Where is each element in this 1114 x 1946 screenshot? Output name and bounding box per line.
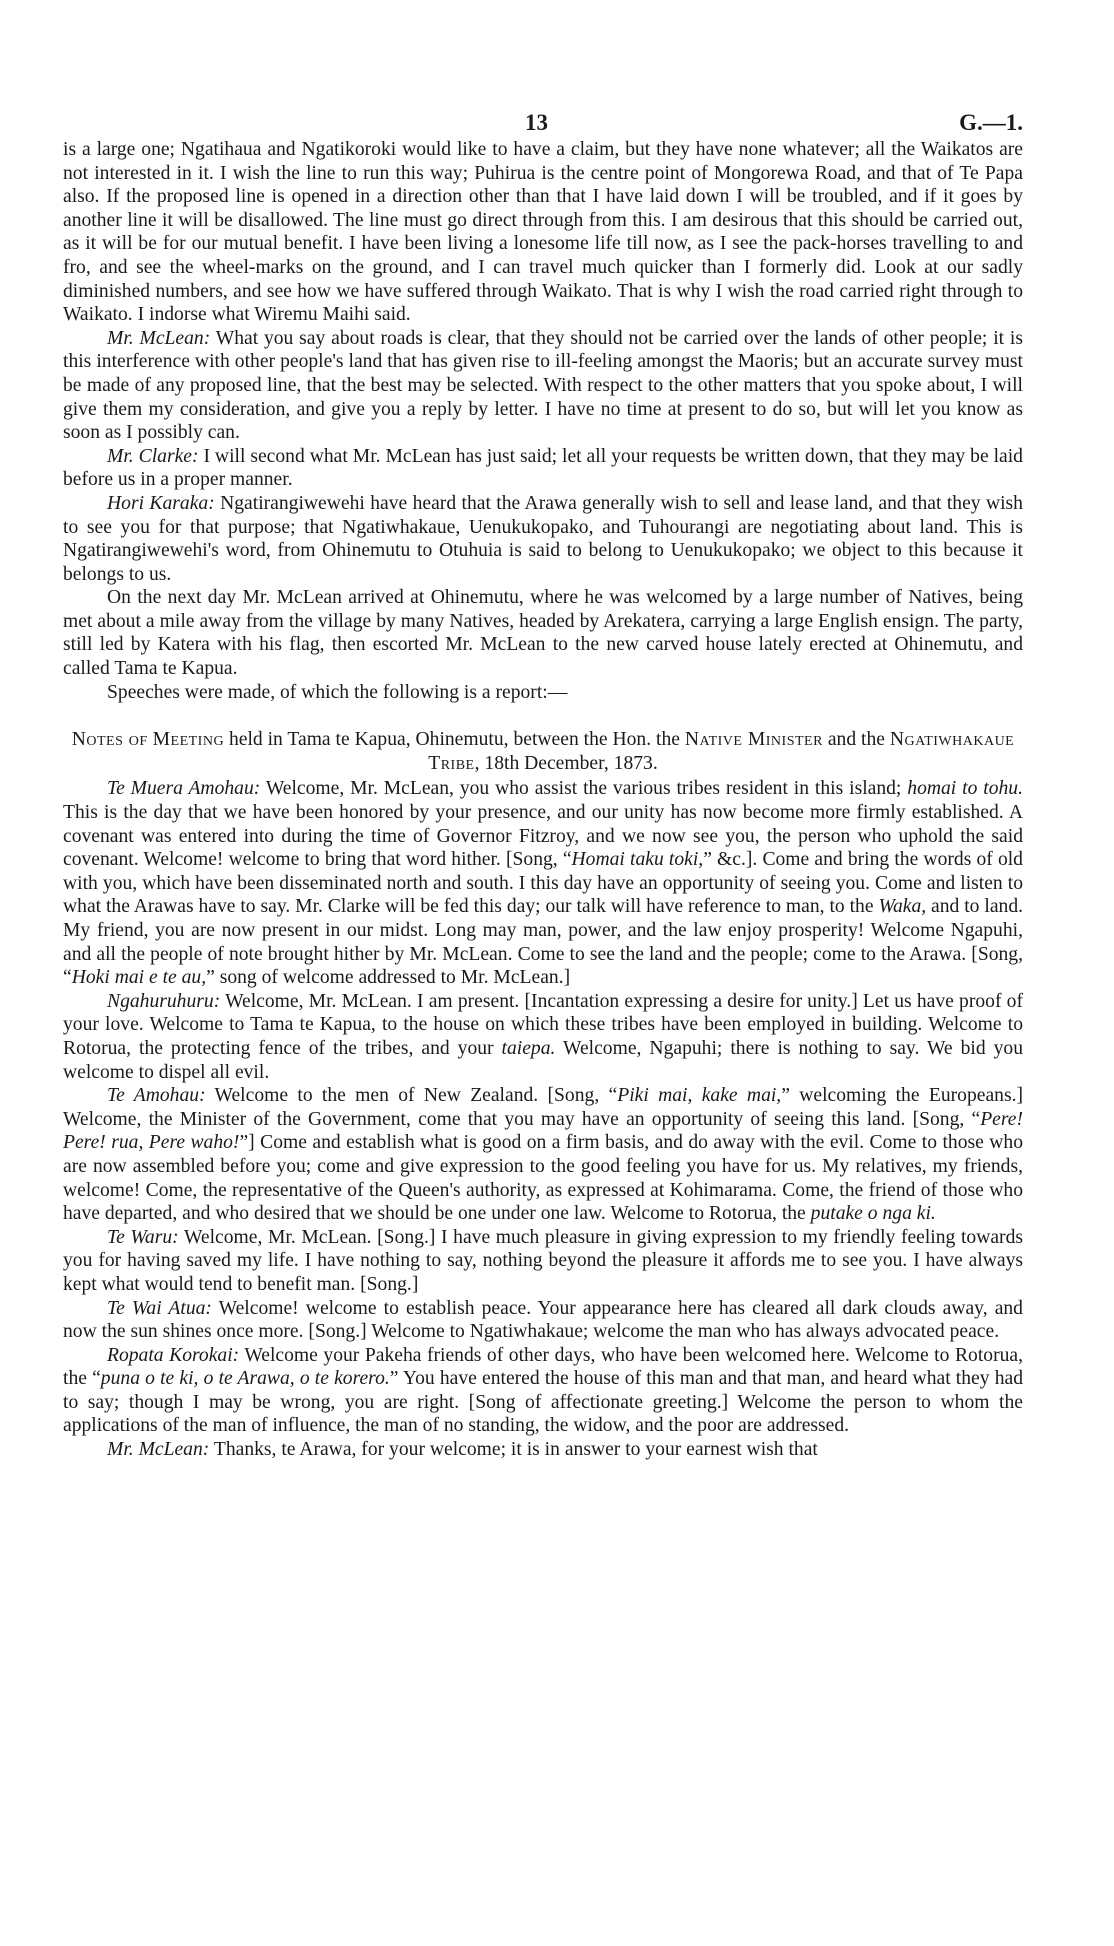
paragraph-speeches-intro: Speeches were made, of which the following is a report:—	[107, 681, 568, 703]
speaker-name: Mr. Clarke:	[107, 445, 199, 467]
speaker-name: Mr. McLean:	[107, 1439, 210, 1461]
paragraph-ngahuruhuru: Ngahuruhuru: Welcome, Mr. McLean. I am present. [Incantation expressing a desire for unity.] Let us have proof of your love. Welcome to Tama te Kapua, to the house on which these tribes have been employed in building. Welcome to Rotorua, the protecting fence of the tribes, and your taiepa. Welcome, Ngapuhi; there is nothing to say. We bid you welcome to dispel all evil.	[63, 990, 1023, 1083]
speaker-name: Ropata Korokai:	[107, 1344, 240, 1366]
paragraph-continuation: is a large one; Ngatihaua and Ngatikoroki would like to have a claim, but they have none whatever; all the Waikatos are not interested in it. I wish the line to run this way; Puhirua is the centre point of Mongorewa Road, and that of Te Papa also. If the proposed line is opened in a direction other than that I have laid down I will be troubled, and if it goes by another line it will be disallowed. The line must go direct through from this. I am desirous that this should be carried out, as it will be for our mutual benefit. I have been living a lonesome life till now, as I see the pack-horses travelling to and fro, and see the wheel-marks on the ground, and I can travel much quicker than I formerly did. Look at our sadly diminished numbers, and see how we have suffered through Waikato. That is why I wish the road carried right through to Waikato. I indorse what Wiremu Maihi said.	[63, 139, 1023, 326]
paragraph-ropata-korokai: Ropata Korokai: Welcome your Pakeha friends of other days, who have been welcomed here. Welcome to Rotorua, the “puna o te ki, o te Arawa, o te korero.” You have entered the house of this man and that man, and heard what they had to say; though I may be wrong, you are right. [Song of affectionate greeting.] Welcome the person to whom the applications of the man of influence, the man of no standing, the widow, and the poor are addressed.	[63, 1344, 1023, 1437]
paragraph-te-amohau: Te Amohau: Welcome to the men of New Zealand. [Song, “Piki mai, kake mai,” welcoming the Europeans.] Welcome, the Minister of the Government, come that you may have an opportunity of seeing this land. [Song, “Pere! Pere! rua, Pere waho!”] Come and establish what is good on a firm basis, and do away with the evil. Come to those who are now assembled before you; come and give expression to the good feeling you have for us. My relatives, my friends, welcome! Come, the representative of the Queen's authority, as expressed at Kohimarama. Come, the friend of those who have departed, and who desired that we should be one under one law. Welcome to Rotorua, the putake o nga ki.	[63, 1085, 1023, 1225]
document-reference: G.—1.	[959, 110, 1023, 135]
page-header	[63, 108, 1023, 138]
paragraph-te-wai-atua: Te Wai Atua: Welcome! welcome to establish peace. Your appearance here has cleared all dark clouds away, and now the sun shines once more. [Song.] Welcome to Ngatiwhakaue; welcome the man who has always advocated peace.	[63, 1297, 1023, 1343]
paragraph-arrival: On the next day Mr. McLean arrived at Ohinemutu, where he was welcomed by a large number of Natives, being met about a mile away from the village by many Natives, headed by Arekatera, carrying a large English ensign. The party, still led by Katera with his flag, then escorted Mr. McLean to the new carved house lately erected at Ohinemutu, and called Tama te Kapua.	[63, 587, 1023, 680]
speaker-name: Te Muera Amohau:	[107, 778, 261, 800]
paragraph-te-muera-amohau: Te Muera Amohau: Welcome, Mr. McLean, you who assist the various tribes resident in this island; homai to tohu. This is the day that we have been honored by your presence, and our unity has now become more firmly established. A covenant was entered into during the time of Governor Fitzroy, and we now see you, the person who uphold the said covenant. Welcome! welcome to bring that word hither. [Song, “Homai taku toki,” &c.]. Come and bring the words of old with you, which have been disseminated north and south. I this day have an opportunity of seeing you. Come and listen to what the Arawas have to say. Mr. Clarke will be fed this day; our talk will have reference to man, to the Waka, and to land. My friend, you are now present in our midst. Long may man, power, and the law enjoy prosperity! Welcome Ngapuhi, and all the people of note brought hither by Mr. McLean. Come to see the land and the people; come to the Arawa. [Song, “Hoki mai e te au,” song of welcome addressed to Mr. McLean.]	[63, 778, 1024, 989]
speaker-name: Te Amohau:	[107, 1085, 206, 1107]
speaker-name: Mr. McLean:	[107, 327, 211, 349]
speaker-name: Te Waru:	[107, 1226, 179, 1248]
speaker-name: Ngahuruhuru:	[107, 990, 221, 1012]
speaker-name: Hori Karaka:	[107, 492, 215, 514]
section-heading-notes-of-meeting: Notes of Meeting held in Tama te Kapua, Ohinemutu, between the Hon. the Native Minister and the Ngatiwhakaue Tribe, 18th December, 1873.	[71, 729, 1015, 774]
speaker-name: Te Wai Atua:	[107, 1297, 212, 1319]
page-number: 13	[525, 110, 548, 135]
paragraph-clarke: Mr. Clarke: I will second what Mr. McLean has just said; let all your requests be written down, that they may be laid before us in a proper manner.	[63, 445, 1023, 491]
paragraph-mclean-thanks: Mr. McLean: Thanks, te Arawa, for your welcome; it is in answer to your earnest wish that	[107, 1439, 818, 1461]
document-page	[63, 108, 1023, 1462]
paragraph-te-waru: Te Waru: Welcome, Mr. McLean. [Song.] I have much pleasure in giving expression to my friendly feeling towards you for having saved my life. I have nothing to say, nothing beyond the pleasure it affords me to see you. I have always kept what would tend to benefit man. [Song.]	[63, 1226, 1023, 1295]
paragraph-hori-karaka: Hori Karaka: Ngatirangiwewehi have heard that the Arawa generally wish to sell and lease land, and that they wish to see you for that purpose; that Ngatiwhakaue, Uenukukopako, and Tuhourangi are negotiating about land. This is Ngatirangiwewehi's word, from Ohinemutu to Otuhuia is said to belong to Uenukukopako; we object to this because it belongs to us.	[63, 492, 1023, 585]
paragraph-mclean-roads: Mr. McLean: What you say about roads is clear, that they should not be carried over the lands of other people; it is this interference with other people's land that has given rise to ill-feeling amongst the Maoris; but an accurate survey must be made of any proposed line, that the best may be selected. With respect to the other matters that you spoke about, I will give them my consideration, and give you a reply by letter. I have no time at present to do so, but will let you know as soon as I possibly can.	[63, 327, 1023, 444]
